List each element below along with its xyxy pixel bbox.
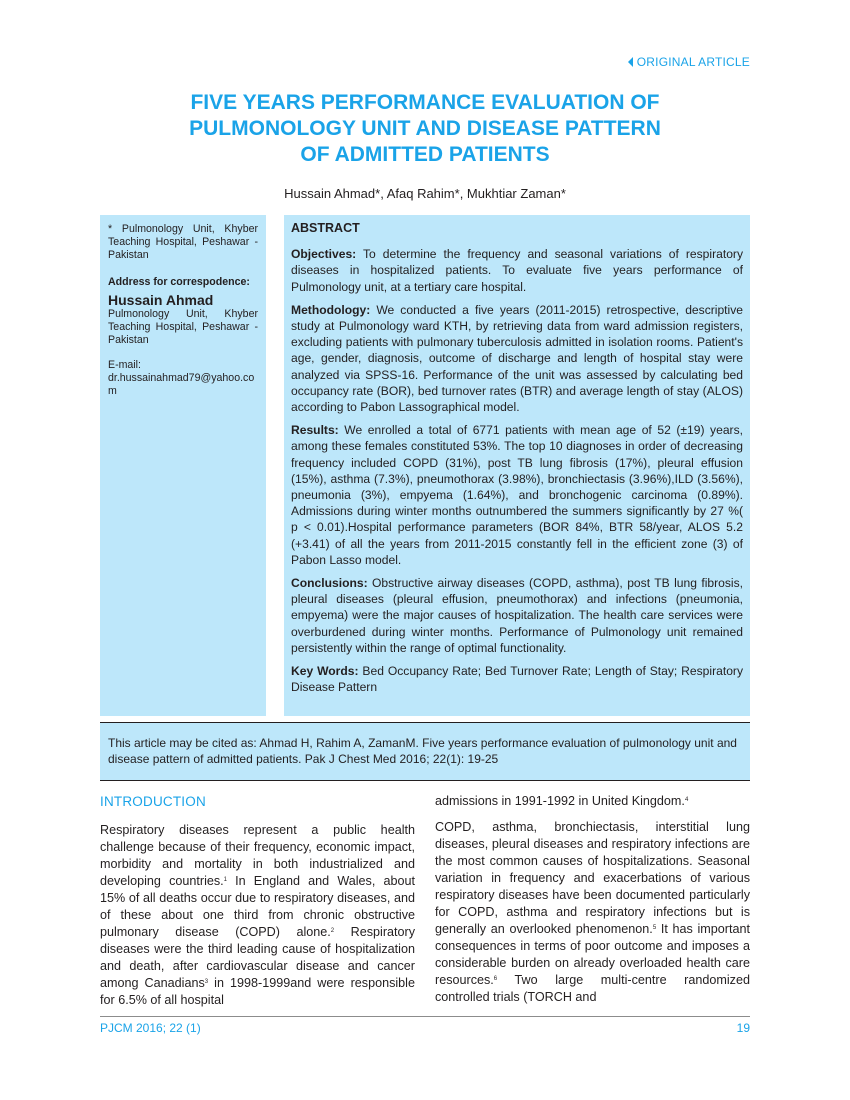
- abstract-objectives: [291, 246, 743, 295]
- text-segment: Two large multi-centre randomized controlled trials (TORCH and: [435, 973, 750, 1004]
- abstract-heading: ABSTRACT: [291, 221, 360, 235]
- abstract-keywords: [291, 663, 743, 695]
- text-segment: COPD, asthma, bronchiectasis, interstitial lung diseases, pleural diseases and respiratory infections are the most common causes of hospitalizations. Seasonal variation in frequency and exacerbations of various respiratory diseases have been documented particularly for COPD, asthma and respiratory infections but is generally an overlooked phenomenon.: [435, 820, 750, 936]
- correspondence-address: Pulmonology Unit, Khyber Teaching Hospital, Peshawar - Pakistan: [108, 308, 258, 346]
- reference-marker[interactable]: 5: [652, 925, 657, 931]
- reference-marker[interactable]: 6: [493, 976, 498, 982]
- section-text: Obstructive airway diseases (COPD, asthma), post TB lung fibrosis, pleural diseases (pleural effusion, pneumothorax) and infections (pneumonia, empyema) were the major causes of hospitalization. The health care services were overburdened during winter months. Performance of Pulmonology unit remained persistently within the range of optimal functionality.: [291, 576, 743, 655]
- body-column-left: [100, 793, 415, 1009]
- text-segment: It has important consequences in terms of poor outcome and imposes a considerable burden on already overloaded health care resources.: [435, 922, 751, 987]
- text-segment: Respiratory diseases were the third leading cause of hospitalization and death, after cardiovascular disease and cancer among Canadians: [100, 925, 416, 990]
- article-title: [100, 90, 750, 168]
- title-line: PULMONOLOGY UNIT AND DISEASE PATTERN: [189, 117, 661, 140]
- left-triangle-icon: [628, 57, 633, 67]
- section-label: Results:: [291, 423, 339, 438]
- section-label: Methodology:: [291, 302, 371, 317]
- email-link[interactable]: dr.hussainahmad79@yahoo.com: [108, 372, 255, 397]
- introduction-heading: INTRODUCTION: [100, 794, 206, 809]
- section-text: Bed Occupancy Rate; Bed Turnover Rate; Length of Stay; Respiratory Disease Pattern: [291, 664, 743, 695]
- citation-box: [100, 722, 750, 781]
- section-tag: [628, 55, 750, 69]
- affiliation-note: * Pulmonology Unit, Khyber Teaching Hospital, Peshawar - Pakistan: [108, 223, 258, 261]
- abstract-box: [284, 215, 750, 716]
- reference-marker[interactable]: 4: [684, 797, 689, 803]
- text-segment: in 1998-1999and were responsible for 6.5% of all hospital: [100, 976, 415, 1007]
- continuation-paragraph: [435, 793, 750, 810]
- title-line: OF ADMITTED PATIENTS: [300, 143, 550, 166]
- authors: Hussain Ahmad*, Afaq Rahim*, Mukhtiar Zaman*: [284, 186, 566, 201]
- intro-paragraph: [100, 822, 415, 1009]
- text-segment: In England and Wales, about 15% of all deaths occur due to respiratory diseases, and of these about one third from chronic obstructive pulmonary disease (COPD) alone.: [100, 874, 415, 939]
- body-column-right: [435, 793, 750, 1006]
- page-number: 19: [736, 1021, 750, 1035]
- body-paragraph: [435, 819, 750, 1006]
- section-tag-label: ORIGINAL ARTICLE: [636, 55, 750, 69]
- correspondence-name: Hussain Ahmad: [108, 292, 214, 308]
- abstract-results: [291, 422, 743, 568]
- affiliation-box: [100, 215, 266, 716]
- footer-divider: [100, 1016, 750, 1017]
- title-line: FIVE YEARS PERFORMANCE EVALUATION OF: [190, 91, 660, 114]
- abstract-conclusions: [291, 575, 743, 656]
- reference-marker[interactable]: 3: [204, 979, 209, 985]
- reference-marker[interactable]: 1: [223, 877, 228, 883]
- text-segment: Respiratory diseases represent a public health challenge because of their frequency, economic impact, morbidity and mortality in both industrialized and developing countries.: [100, 823, 415, 888]
- correspondence-label: Address for correspodence:: [108, 276, 250, 288]
- section-text: We conducted a five years (2011-2015) retrospective, descriptive study at Pulmonology ward KTH, by retrieving data from ward admission registers, excluding patients with pulmonary tuberculosis admitted in isolation rooms. Patient's age, gender, diagnosis, outcome of discharge and length of hospital stay were analyzed via SPSS-16. Performance of the unit was assessed by calculating bed occupancy rate (BOR), bed turnover rates (BTR) and average length of stay (ALOS) according to Pabon Lassographical model.: [291, 302, 743, 415]
- section-label: Conclusions:: [291, 576, 368, 591]
- citation-text: This article may be cited as: Ahmad H, Rahim A, ZamanM. Five years performance evaluation of pulmonology unit and disease pattern of admitted patients. Pak J Chest Med 2016; 22(1): 19-25: [108, 736, 737, 766]
- email-label: E-mail:: [108, 359, 141, 371]
- section-text: We enrolled a total of 6771 patients with mean age of 52 (±19) years, among these females constituted 53%. The top 10 diagnoses in order of decreasing frequency included COPD (31%), post TB lung fibrosis (17%), pleural effusion (15%), asthma (7.3%), pneumothorax (3.98%), bronchiectasis (3.96%),ILD (3.56%), pneumonia (3%), empyema (1.64%), and bronchogenic carcinoma (0.89%). Admissions during winter months outnumbered the summers significantly by 27 %( p < 0.01).Hospital performance parameters (BOR 84%, BTR 58/year, ALOS 5.2 (+3.41) of all the years from 2011-2015 constantly fell in the efficient zone (3) of Pabon Lasso model.: [291, 423, 743, 567]
- abstract-methodology: [291, 302, 743, 415]
- section-text: To determine the frequency and seasonal variations of respiratory diseases in hospitalized patients. To evaluate five years performance of Pulmonology unit, at a tertiary care hospital.: [291, 247, 743, 294]
- reference-marker[interactable]: 2: [330, 928, 335, 934]
- journal-reference: PJCM 2016; 22 (1): [100, 1021, 201, 1035]
- text-segment: admissions in 1991-1992 in United Kingdom.: [435, 794, 685, 808]
- section-label: Objectives:: [291, 247, 357, 262]
- section-label: Key Words:: [291, 664, 359, 679]
